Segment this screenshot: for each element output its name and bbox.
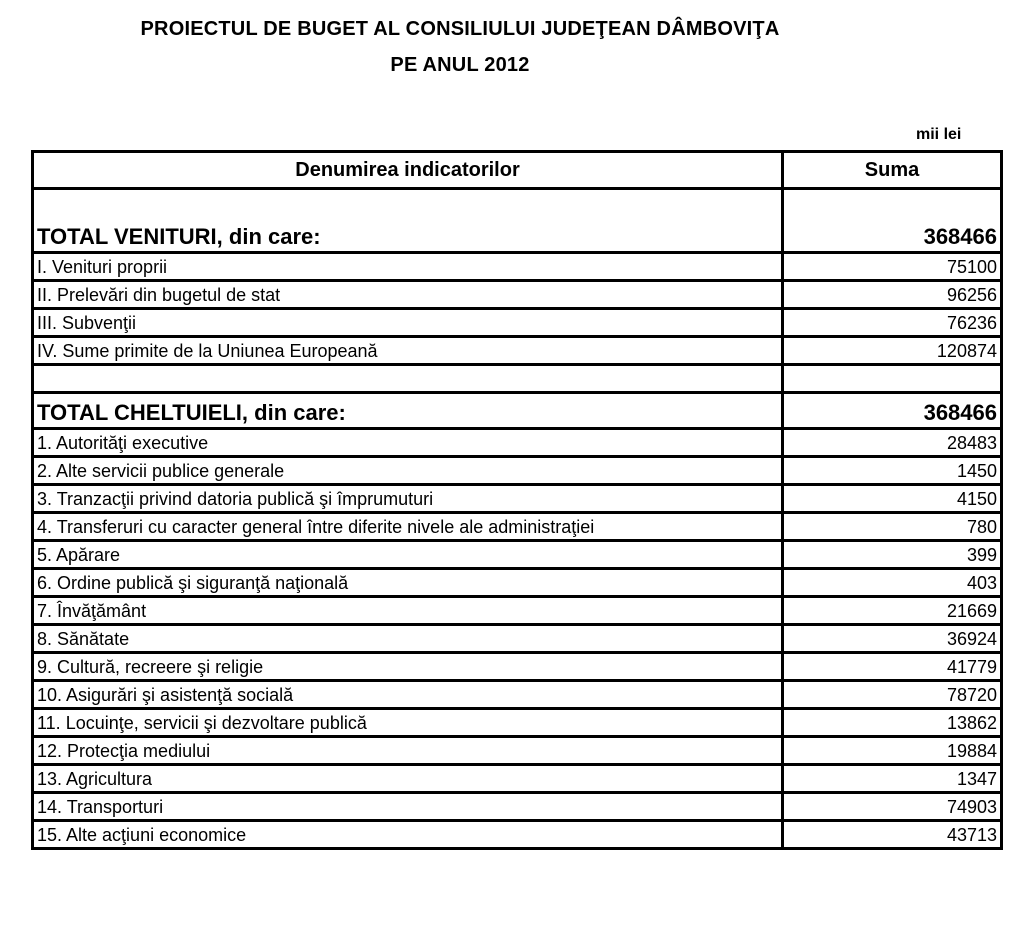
indicator-cell: TOTAL VENITURI, din care:	[33, 189, 783, 253]
empty-row	[33, 365, 1002, 393]
amount-cell: 75100	[783, 253, 1002, 281]
indicator-cell: 1. Autorităţi executive	[33, 429, 783, 457]
indicator-cell: 12. Protecţia mediului	[33, 737, 783, 765]
table-row	[33, 281, 1002, 309]
table-header-row	[33, 152, 1002, 189]
table-row	[33, 457, 1002, 485]
table-row	[33, 337, 1002, 365]
budget-table	[31, 150, 1003, 850]
indicator-cell: TOTAL CHELTUIELI, din care:	[33, 393, 783, 429]
total-row	[33, 393, 1002, 429]
amount-cell: 28483	[783, 429, 1002, 457]
table-row	[33, 681, 1002, 709]
table-row	[33, 737, 1002, 765]
table-row	[33, 513, 1002, 541]
indicator-cell: II. Prelevări din bugetul de stat	[33, 281, 783, 309]
header-indicator: Denumirea indicatorilor	[33, 152, 783, 189]
amount-cell: 1347	[783, 765, 1002, 793]
indicator-cell: IV. Sume primite de la Uniunea Europeană	[33, 337, 783, 365]
table-row	[33, 765, 1002, 793]
indicator-cell	[33, 365, 783, 393]
amount-cell: 74903	[783, 793, 1002, 821]
table-row	[33, 821, 1002, 849]
amount-cell: 1450	[783, 457, 1002, 485]
indicator-cell: 5. Apărare	[33, 541, 783, 569]
amount-cell: 120874	[783, 337, 1002, 365]
indicator-cell: 3. Tranzacţii privind datoria publică şi împrumuturi	[33, 485, 783, 513]
table-row	[33, 709, 1002, 737]
table-row	[33, 485, 1002, 513]
table-row	[33, 625, 1002, 653]
table-row	[33, 429, 1002, 457]
table-row	[33, 253, 1002, 281]
indicator-cell: 2. Alte servicii publice generale	[33, 457, 783, 485]
indicator-cell: 13. Agricultura	[33, 765, 783, 793]
amount-cell: 96256	[783, 281, 1002, 309]
indicator-cell: 11. Locuinţe, servicii şi dezvoltare publică	[33, 709, 783, 737]
amount-cell: 21669	[783, 597, 1002, 625]
amount-cell: 19884	[783, 737, 1002, 765]
document-subtitle: PE ANUL 2012	[390, 54, 530, 76]
table-row	[33, 541, 1002, 569]
amount-cell	[783, 365, 1002, 393]
table-row	[33, 569, 1002, 597]
amount-cell: 36924	[783, 625, 1002, 653]
indicator-cell: 8. Sănătate	[33, 625, 783, 653]
header-amount: Suma	[783, 152, 1002, 189]
table-row	[33, 309, 1002, 337]
indicator-cell: 10. Asigurări şi asistenţă socială	[33, 681, 783, 709]
amount-cell: 43713	[783, 821, 1002, 849]
total-row	[33, 189, 1002, 253]
indicator-cell: I. Venituri proprii	[33, 253, 783, 281]
amount-cell: 403	[783, 569, 1002, 597]
amount-cell: 41779	[783, 653, 1002, 681]
amount-cell: 368466	[783, 393, 1002, 429]
indicator-cell: III. Subvenţii	[33, 309, 783, 337]
indicator-cell: 7. Învăţământ	[33, 597, 783, 625]
amount-cell: 4150	[783, 485, 1002, 513]
amount-cell: 76236	[783, 309, 1002, 337]
amount-cell: 368466	[783, 189, 1002, 253]
amount-cell: 399	[783, 541, 1002, 569]
indicator-cell: 14. Transporturi	[33, 793, 783, 821]
indicator-cell: 15. Alte acţiuni economice	[33, 821, 783, 849]
indicator-cell: 6. Ordine publică şi siguranţă naţională	[33, 569, 783, 597]
table-row	[33, 597, 1002, 625]
table-row	[33, 793, 1002, 821]
indicator-cell: 9. Cultură, recreere şi religie	[33, 653, 783, 681]
amount-cell: 78720	[783, 681, 1002, 709]
amount-cell: 780	[783, 513, 1002, 541]
unit-label: mii lei	[916, 126, 962, 143]
amount-cell: 13862	[783, 709, 1002, 737]
table-row	[33, 653, 1002, 681]
indicator-cell: 4. Transferuri cu caracter general între diferite nivele ale administraţiei	[33, 513, 783, 541]
document-title: PROIECTUL DE BUGET AL CONSILIULUI JUDEŢEAN DÂMBOVIŢA	[140, 18, 780, 40]
